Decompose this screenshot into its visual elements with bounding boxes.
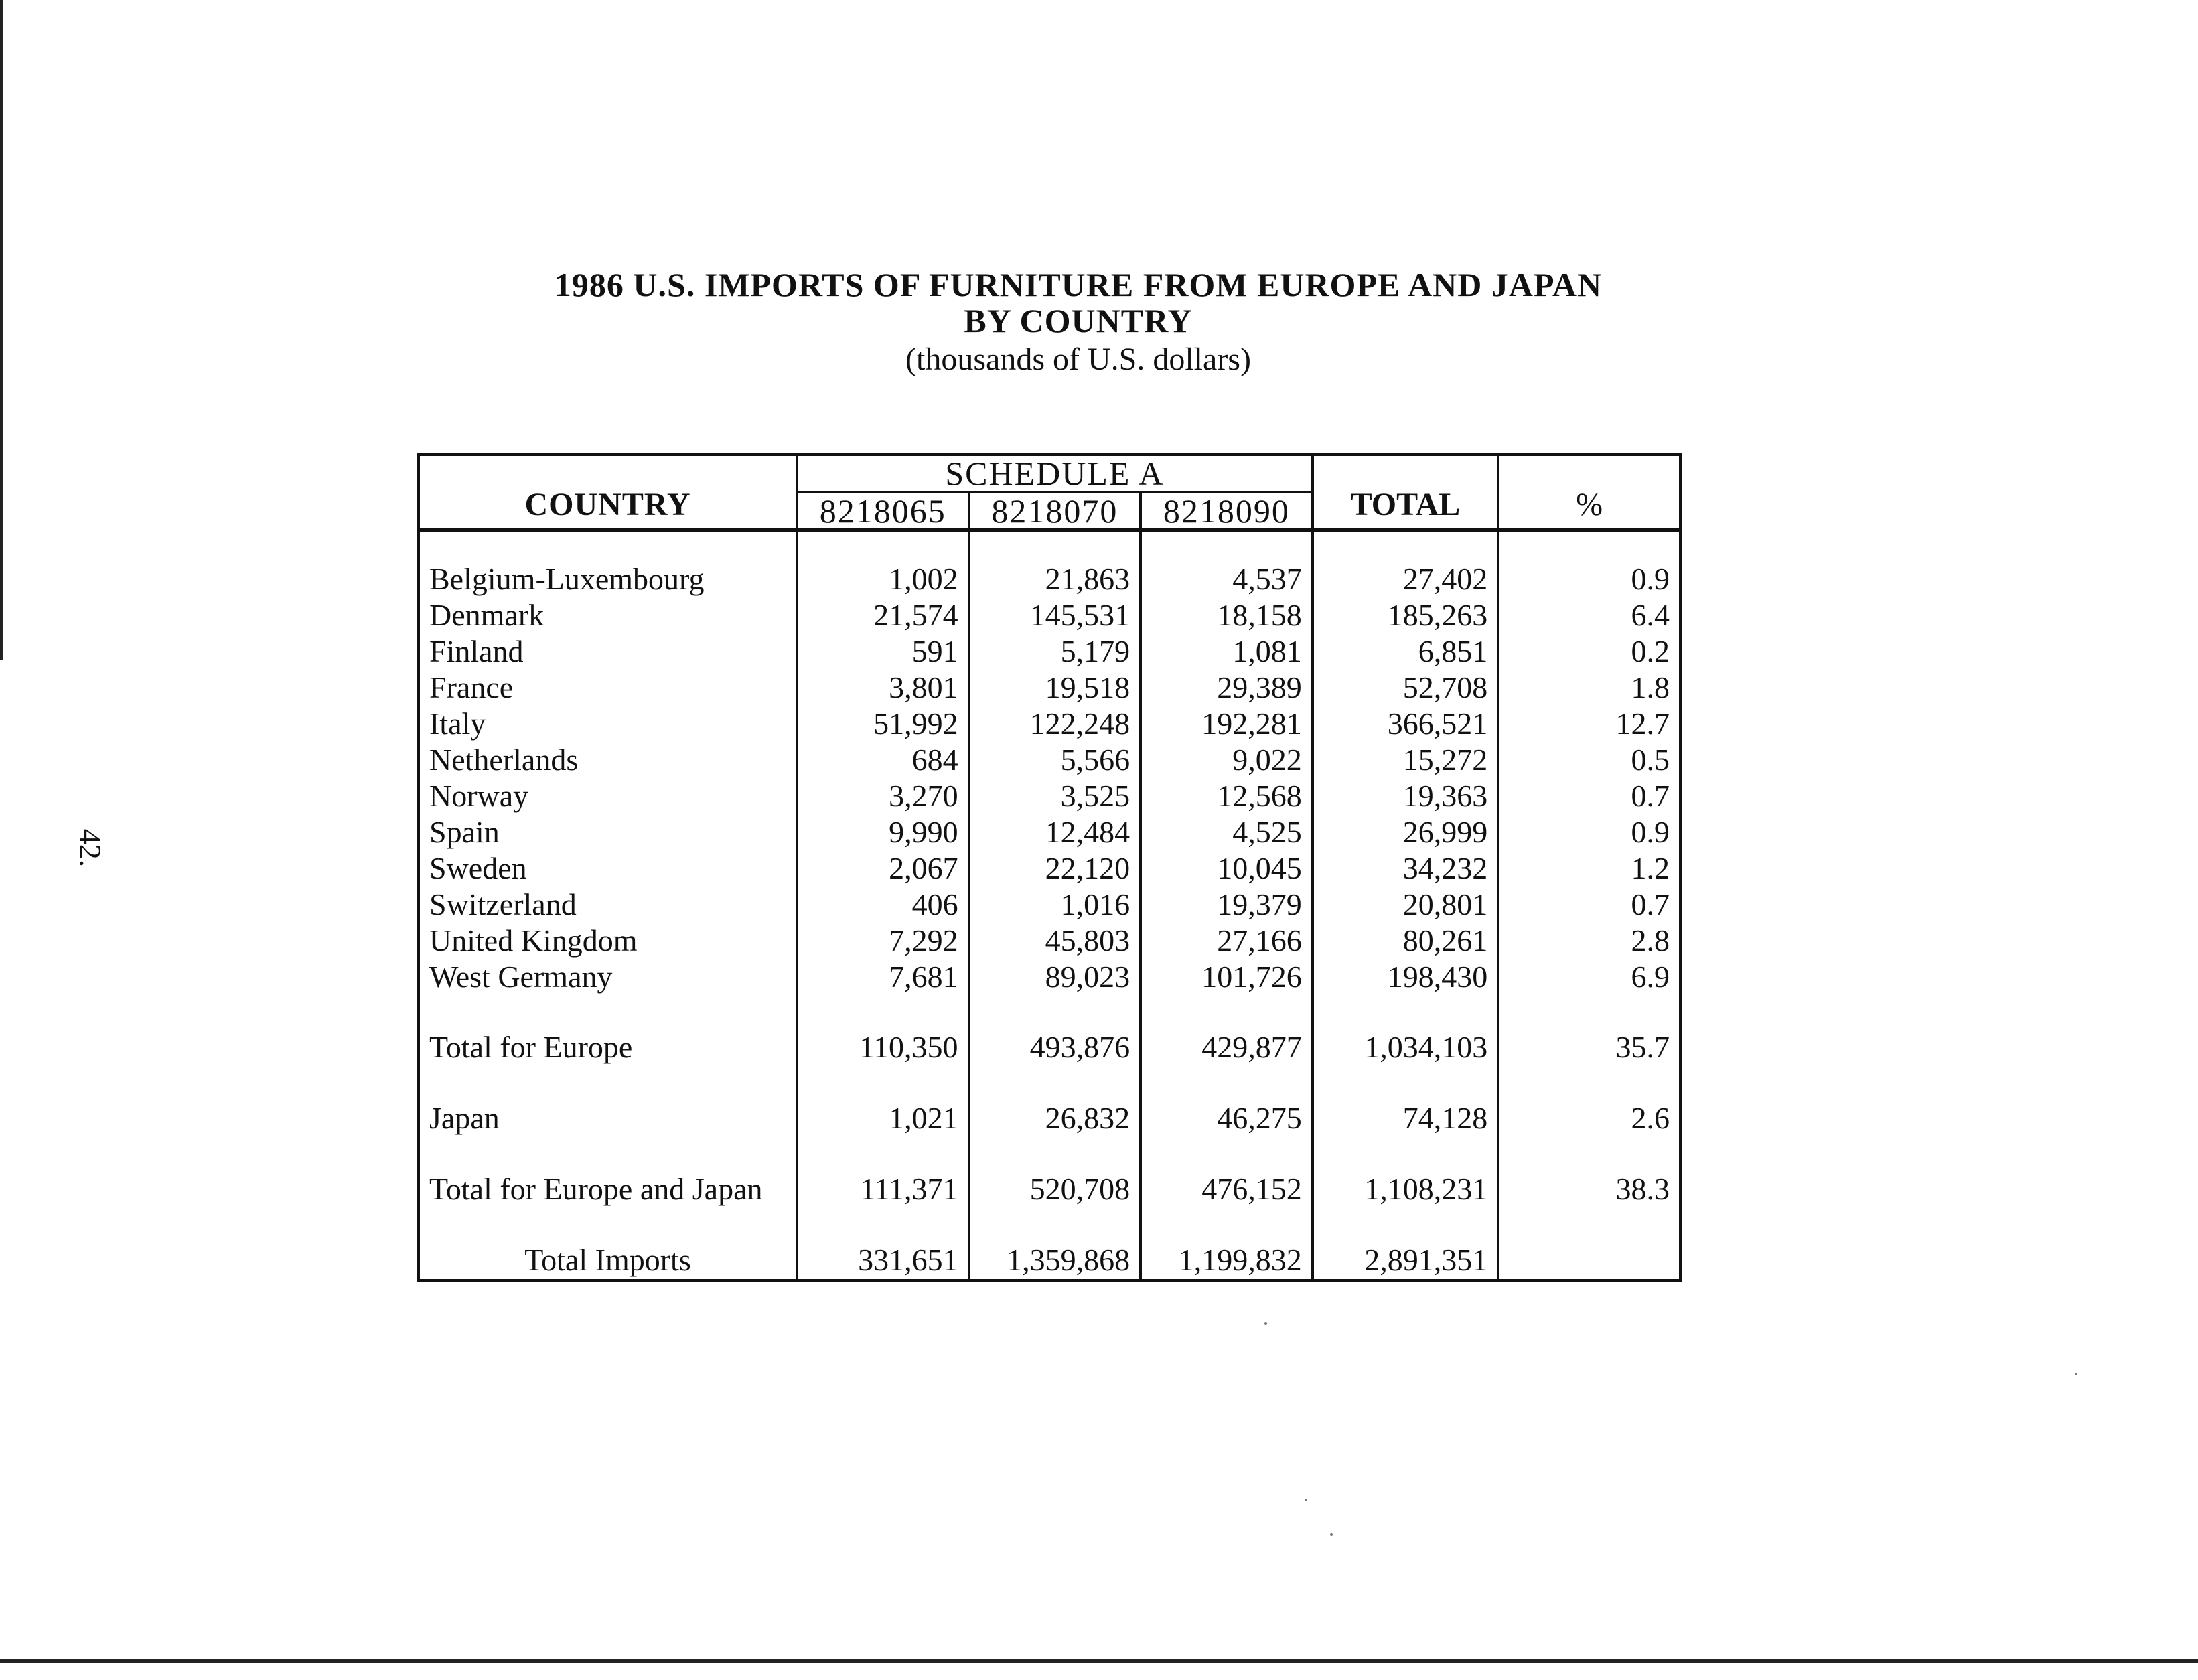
- value-8218090: 4,537: [1141, 530, 1313, 598]
- value-total: 19,363: [1313, 778, 1499, 814]
- table-row: [419, 814, 1681, 850]
- value-percent: 0.7: [1631, 887, 1670, 921]
- value-total: 1,108,231: [1313, 1137, 1499, 1208]
- subtitle-units: (thousands of U.S. dollars): [905, 341, 1251, 377]
- value-8218090: 429,877: [1141, 995, 1313, 1066]
- country-name: Italy: [419, 706, 798, 742]
- value-8218070: 12,484: [969, 814, 1141, 850]
- value-total: 52,708: [1313, 670, 1499, 706]
- value-8218070: 19,518: [969, 670, 1141, 706]
- value-8218090: 476,152: [1141, 1137, 1313, 1208]
- value-percent: 0.9: [1631, 815, 1670, 849]
- value-8218070: 21,863: [969, 530, 1141, 598]
- total-imports-label: Total Imports: [419, 1208, 798, 1281]
- value-8218065: 111,371: [797, 1137, 969, 1208]
- header-percent: %: [1498, 455, 1680, 530]
- value-percent: 1.2: [1631, 851, 1670, 885]
- header-row-top: [419, 455, 1681, 493]
- value-8218065: 9,990: [797, 814, 969, 850]
- value-8218070: 5,179: [969, 633, 1141, 670]
- value-8218065: 51,992: [797, 706, 969, 742]
- value-8218070: 3,525: [969, 778, 1141, 814]
- scan-speck: [2075, 1373, 2077, 1375]
- value-8218065: 21,574: [797, 597, 969, 633]
- value-8218065: 110,350: [797, 995, 969, 1066]
- scan-speck: [1264, 1322, 1267, 1325]
- country-name: United Kingdom: [419, 923, 798, 959]
- country-name: Netherlands: [419, 742, 798, 778]
- value-total: 15,272: [1313, 742, 1499, 778]
- country-name: France: [419, 670, 798, 706]
- value-total: 366,521: [1313, 706, 1499, 742]
- value-percent: 2.8: [1631, 923, 1670, 958]
- value-percent: 12.7: [1615, 706, 1670, 741]
- value-8218090: 46,275: [1141, 1066, 1313, 1137]
- value-8218065: 7,681: [797, 959, 969, 995]
- header-code-8218090: 8218090: [1141, 492, 1313, 530]
- table-row: [419, 633, 1681, 670]
- value-total: 20,801: [1313, 887, 1499, 923]
- table-row: [419, 959, 1681, 995]
- value-8218065: 7,292: [797, 923, 969, 959]
- value-8218070: 1,359,868: [969, 1208, 1141, 1281]
- value-8218065: 3,801: [797, 670, 969, 706]
- value-8218090: 1,081: [1141, 633, 1313, 670]
- value-8218070: 5,566: [969, 742, 1141, 778]
- value-8218090: 29,389: [1141, 670, 1313, 706]
- value-8218070: 520,708: [969, 1137, 1141, 1208]
- country-name: Norway: [419, 778, 798, 814]
- scan-speck: [1305, 1499, 1307, 1501]
- value-total: 26,999: [1313, 814, 1499, 850]
- value-8218090: 10,045: [1141, 850, 1313, 887]
- value-percent: 0.2: [1631, 634, 1670, 668]
- value-8218070: 1,016: [969, 887, 1141, 923]
- value-8218065: 1,002: [797, 530, 969, 598]
- value-total: 80,261: [1313, 923, 1499, 959]
- imports-table: [417, 453, 1682, 1282]
- bottom-margin-rule: [0, 1659, 2198, 1663]
- value-percent: 0.9: [1631, 562, 1670, 596]
- value-percent: 0.7: [1631, 779, 1670, 813]
- table-row: [419, 670, 1681, 706]
- value-total: 2,891,351: [1313, 1208, 1499, 1281]
- value-total: 198,430: [1313, 959, 1499, 995]
- table-row: [419, 923, 1681, 959]
- country-name: Spain: [419, 814, 798, 850]
- table-row: [419, 742, 1681, 778]
- value-percent: 35.7: [1615, 1030, 1670, 1064]
- title-line-1: 1986 U.S. IMPORTS OF FURNITURE FROM EUROPE AND JAPAN: [554, 266, 1603, 303]
- value-8218070: 89,023: [969, 959, 1141, 995]
- value-8218065: 3,270: [797, 778, 969, 814]
- page-number: 42.: [73, 828, 108, 868]
- value-8218090: 192,281: [1141, 706, 1313, 742]
- value-total: 1,034,103: [1313, 995, 1499, 1066]
- value-8218090: 101,726: [1141, 959, 1313, 995]
- value-8218070: 122,248: [969, 706, 1141, 742]
- value-8218065: 1,021: [797, 1066, 969, 1137]
- value-8218090: 4,525: [1141, 814, 1313, 850]
- japan-label: Japan: [419, 1066, 798, 1137]
- value-8218070: 45,803: [969, 923, 1141, 959]
- value-8218070: 145,531: [969, 597, 1141, 633]
- value-total: 34,232: [1313, 850, 1499, 887]
- value-percent: 0.5: [1631, 743, 1670, 777]
- value-total: 185,263: [1313, 597, 1499, 633]
- value-percent: [1498, 1208, 1680, 1281]
- value-total: 27,402: [1313, 530, 1499, 598]
- table-row: [419, 887, 1681, 923]
- country-name: Belgium-Luxembourg: [419, 530, 798, 598]
- total-imports-row: [419, 1208, 1681, 1281]
- value-percent: 38.3: [1615, 1172, 1670, 1206]
- header-code-8218070: 8218070: [969, 492, 1141, 530]
- japan-row: [419, 1066, 1681, 1137]
- value-8218065: 591: [797, 633, 969, 670]
- title-block: [429, 266, 1728, 378]
- table-row: [419, 778, 1681, 814]
- table-row: [419, 530, 1681, 598]
- value-percent: 1.8: [1631, 670, 1670, 704]
- country-name: West Germany: [419, 959, 798, 995]
- value-8218090: 18,158: [1141, 597, 1313, 633]
- left-margin-rule: [0, 0, 3, 660]
- value-8218065: 2,067: [797, 850, 969, 887]
- value-total: 74,128: [1313, 1066, 1499, 1137]
- country-name: Finland: [419, 633, 798, 670]
- value-percent: 2.6: [1631, 1101, 1670, 1135]
- value-8218070: 493,876: [969, 995, 1141, 1066]
- value-8218090: 9,022: [1141, 742, 1313, 778]
- value-8218090: 27,166: [1141, 923, 1313, 959]
- value-8218070: 26,832: [969, 1066, 1141, 1137]
- table-row: [419, 597, 1681, 633]
- value-8218065: 684: [797, 742, 969, 778]
- value-8218090: 19,379: [1141, 887, 1313, 923]
- value-8218065: 331,651: [797, 1208, 969, 1281]
- header-schedule-a: SCHEDULE A: [797, 455, 1313, 493]
- header-total: TOTAL: [1313, 455, 1499, 530]
- header-country: COUNTRY: [419, 455, 798, 530]
- total-europe-label: Total for Europe: [419, 995, 798, 1066]
- value-percent: 6.9: [1631, 960, 1670, 994]
- total-europe-japan-label: Total for Europe and Japan: [419, 1137, 798, 1208]
- value-total: 6,851: [1313, 633, 1499, 670]
- table-row: [419, 706, 1681, 742]
- table-row: [419, 850, 1681, 887]
- value-8218070: 22,120: [969, 850, 1141, 887]
- value-8218090: 1,199,832: [1141, 1208, 1313, 1281]
- total-europe-row: [419, 995, 1681, 1066]
- total-europe-japan-row: [419, 1137, 1681, 1208]
- country-name: Denmark: [419, 597, 798, 633]
- country-name: Sweden: [419, 850, 798, 887]
- value-8218065: 406: [797, 887, 969, 923]
- value-percent: 6.4: [1631, 598, 1670, 632]
- header-code-8218065: 8218065: [797, 492, 969, 530]
- scan-speck: [1330, 1533, 1333, 1536]
- value-8218090: 12,568: [1141, 778, 1313, 814]
- title-line-2: BY COUNTRY: [964, 302, 1193, 339]
- country-name: Switzerland: [419, 887, 798, 923]
